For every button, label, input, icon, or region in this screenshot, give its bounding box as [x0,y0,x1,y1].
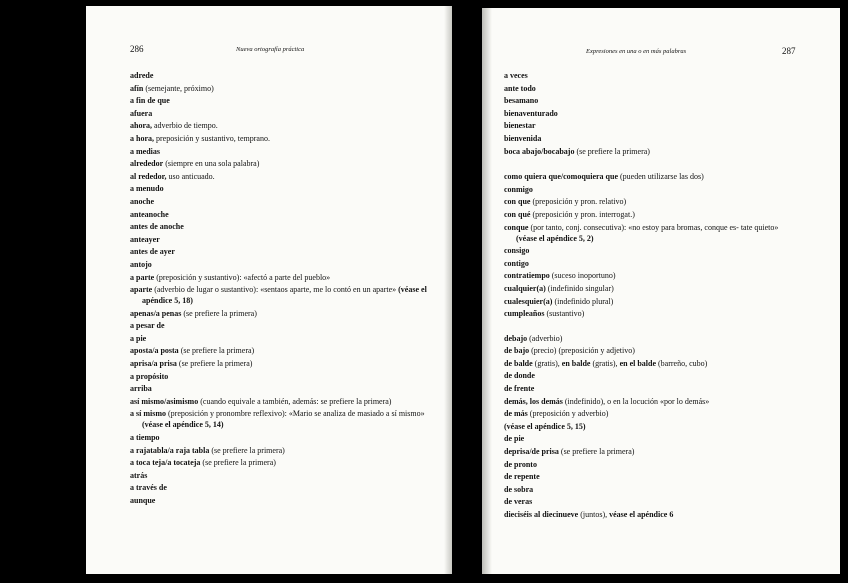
list-item [504,446,796,459]
list-item [504,358,796,371]
entry-term: antes de anoche [130,222,184,232]
entry-term: así mismo/asimismo [130,396,199,406]
list-item [504,421,796,434]
entry-term: a toca teja/a tocateja [130,458,201,468]
entry-term: aparte [130,285,153,295]
list-item [130,158,430,171]
entry-term: (véase el apéndice 5, 14) [142,420,224,430]
list-item [504,171,796,184]
entry-term: a veces [504,71,528,80]
left-page [86,6,452,574]
entry-note: preposición y sustantivo, temprano. [154,133,270,143]
list-item [130,146,430,159]
list-item [130,95,430,108]
entry-term: contratiempo [504,271,550,281]
entry-term: cualquier(a) [504,283,546,293]
entry-term: a rajatabla/a raja tabla [130,445,210,455]
list-item [130,108,430,121]
entry-term: a medias [130,146,160,156]
entry-note: (indefinido plural) [552,296,614,306]
entry-term: arriba [130,384,152,394]
entry-term: demás, los demás [504,396,563,406]
entry-note: (preposición y pron. relativo) [530,197,627,207]
page-gutter-shadow [482,8,492,574]
entry-term: bienaventurado [504,108,558,118]
entry-term: a propósito [130,371,169,381]
list-item [130,133,430,146]
entry-term: cualesquier(a) [504,296,553,306]
entry-note: (se prefiere la primera) [176,359,253,369]
list-item [504,133,796,146]
entry-term: a hora, [130,133,154,143]
entry-term: a parte [130,272,155,282]
list-item [130,383,430,396]
entry-note: (adverbio) [527,333,563,343]
entry-term: aposta/a posta [130,346,179,356]
entry-term: antes de ayer [130,247,175,257]
entry-term: de pie [504,434,525,444]
entry-term: a través de [130,483,167,493]
list-item [130,408,430,430]
entry-note: (indefinido), o en la locución «por lo demás» [562,396,710,406]
list-item [130,482,430,495]
entry-term: debajo [504,333,528,343]
entry-term: de pronto [504,459,537,469]
list-item [504,270,796,283]
list-item [504,245,796,258]
entry-note: (suceso inoportuno) [549,271,616,281]
page-number: 286 [130,44,144,54]
entry-term: como quiera que/comoquiera que [504,172,618,182]
entry-term: deprisa/de prisa [504,447,559,457]
entry-term: a fin de que [130,96,170,106]
list-item [130,246,430,259]
list-item [504,83,796,96]
entry-note: (se prefiere la primera) [574,146,650,156]
list-item [504,484,796,497]
entry-term: (véase el apéndice 5, 2) [516,233,594,243]
entry-term: afín [130,83,144,93]
entry-term: bienestar [504,121,536,131]
entry-term: boca abajo/bocabajo [504,146,575,156]
entry-note: (se prefiere la primera) [181,308,257,318]
list-item [504,95,796,108]
entry-note: (gratis), [590,358,620,368]
entry-term: ahora, [130,121,152,131]
list-item [130,308,430,321]
entry-term: antojo [130,259,152,269]
page-number: 287 [782,46,796,56]
list-item [504,184,796,197]
entry-note: adverbio de tiempo. [152,121,218,131]
entry-term: con qué [504,209,531,219]
entry-note: (se prefiere la primera) [209,445,285,455]
list-item [130,83,430,96]
list-item [504,496,796,509]
list-item [504,196,796,209]
entry-term: a pesar de [130,321,165,331]
entry-term: aunque [130,496,156,505]
entry-term: anteanoche [130,209,169,219]
entry-note: (pueden utilizarse las dos) [618,172,704,182]
entry-term: alrededor [130,159,164,169]
entry-term: de veras [504,497,533,507]
list-item [130,183,430,196]
list-item [130,345,430,358]
list-item [130,284,430,306]
entry-note: (juntos), [578,510,610,519]
list-item [130,234,430,247]
list-item [130,358,430,371]
entry-term: adrede [130,71,154,80]
section-gap [504,158,796,171]
list-item [130,171,430,184]
list-item [504,383,796,396]
entry-note: uso anticuado. [166,171,215,181]
entry-term: con que [504,197,531,207]
entry-term: bienvenida [504,133,542,143]
entry-term: consigo [504,246,530,256]
list-item [504,396,796,409]
list-item [130,470,430,483]
entry-term: anoche [130,196,154,206]
entry-note: (preposición y pronombre reflexivo): «Mario se analiza de masiado a sí mismo» [166,409,425,419]
page-gutter-shadow [444,6,452,574]
entry-term: véase el apéndice 6 [609,510,674,519]
list-item [504,258,796,271]
list-item [504,333,796,346]
entry-term: anteayer [130,234,160,244]
entry-term: cumpleaños [504,309,545,319]
running-head: Nueva ortografía práctica [236,46,305,53]
entry-term: en balde [561,358,591,368]
list-item [130,457,430,470]
entry-term: de frente [504,384,535,394]
list-item [504,296,796,309]
list-item [130,259,430,272]
entry-note: (preposición y pron. interrogat.) [530,209,635,219]
entry-term: apenas/a penas [130,308,182,318]
list-item [504,370,796,383]
entry-note: (por tanto, conj. consecutiva): «no estoy para bromas, conque es- tate quieto» [528,222,779,232]
entry-term: de sobra [504,484,534,494]
entry-term: contigo [504,258,529,268]
list-item [130,432,430,445]
entry-term: atrás [130,470,148,480]
entry-term: conmigo [504,184,533,194]
entry-note: (adverbio de lugar o sustantivo): «sentaos aparte, me lo contó en un aparte» [152,285,397,295]
entry-term: de donde [504,371,535,381]
list-item [130,221,430,234]
list-item [504,509,796,522]
entry-note: (indefinido singular) [545,283,614,293]
entry-list [130,70,430,508]
entry-term: al rededor, [130,171,167,181]
list-item [504,146,796,159]
list-item [130,371,430,384]
entry-note: (barreño, cubo) [656,358,708,368]
entry-note: (cuando equivale a también, además: se prefiere la primera) [198,396,392,406]
entry-term: besamano [504,96,539,106]
entry-note: (se prefiere la primera) [558,447,635,457]
list-item [130,209,430,222]
right-page [482,8,840,574]
entry-term: conque [504,222,529,232]
entry-note: (preposición y sustantivo): «afectó a parte del pueblo» [154,272,331,282]
list-item [504,222,796,244]
entry-term: a pie [130,333,147,343]
running-head: Expresiones en una o en más palabras [586,48,687,55]
list-item [504,345,796,358]
list-item [504,308,796,321]
entry-term: dieciséis al diecinueve [504,510,579,519]
entry-note: (se prefiere la primera) [200,458,276,468]
entry-term: en el balde [619,358,657,368]
entry-note: (preposición y adverbio) [527,409,609,419]
list-item [504,408,796,421]
entry-note: (siempre en una sola palabra) [163,159,260,169]
entry-term: afuera [130,108,153,118]
entry-term: de balde [504,358,533,368]
entry-term: a sí mismo [130,409,166,419]
list-item [130,320,430,333]
entry-term: de bajo [504,346,530,356]
entry-note: (precio) (preposición y adjetivo) [529,346,635,356]
entry-term: de más [504,409,528,419]
entry-term: (véase el apéndice 5, 15) [504,421,586,431]
section-gap [504,321,796,333]
list-item [130,196,430,209]
entry-term: ante todo [504,83,536,93]
list-item [504,209,796,222]
list-item [504,283,796,296]
entry-term: a menudo [130,184,164,194]
list-item [504,120,796,133]
list-item [504,459,796,472]
entry-term: de repente [504,472,540,482]
list-item [130,333,430,346]
list-item [130,70,430,83]
entry-note: (sustantivo) [544,309,585,319]
list-item [130,445,430,458]
entry-note: (semejante, próximo) [143,83,214,93]
list-item [130,396,430,407]
entry-term: (véase el apéndice 5, 18) [142,285,427,306]
entry-list [504,70,796,522]
list-item [504,471,796,484]
list-item [504,108,796,121]
list-item [130,495,430,508]
entry-note: (gratis), [532,358,562,368]
list-item [504,433,796,446]
list-item [130,120,430,133]
list-item [504,70,796,83]
entry-term: aprisa/a prisa [130,359,177,369]
list-item [130,272,430,285]
entry-note: (se prefiere la primera) [178,346,255,356]
entry-term: a tiempo [130,433,160,443]
